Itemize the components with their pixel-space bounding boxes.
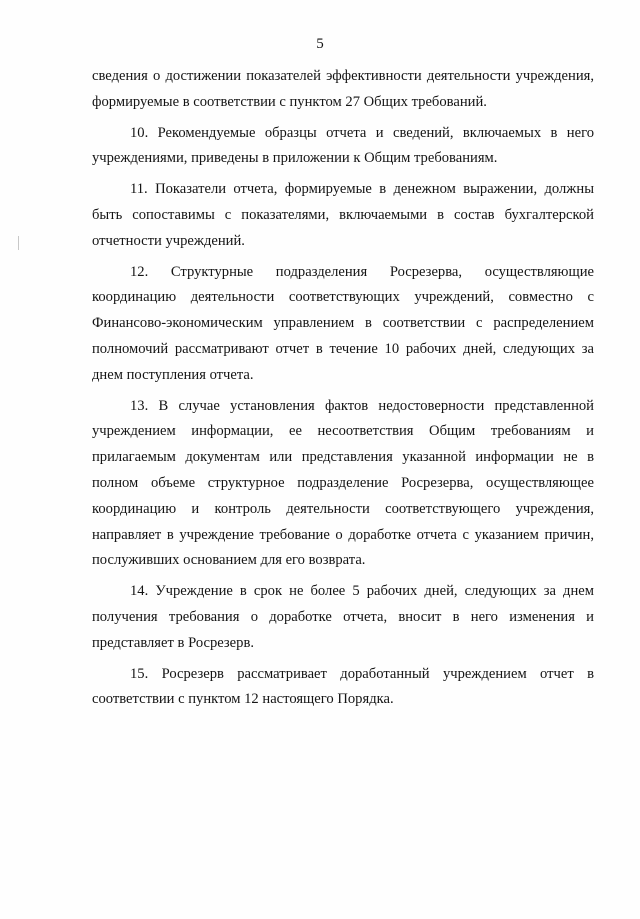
paragraph-13: 13. В случае установления фактов недостоверности представленной учреждением информации, ее несоответствия Общим требованиям и прилагаемым документам или представления указанной информации не в полном объеме структурное подразделение Росрезерва, осуществляющее координацию и контроль деятельности соответствующего учреждения, направляет в учреждение требование о доработке отчета с указанием причин, послуживших основанием для его возврата.	[92, 397, 594, 569]
paragraph-12: 12. Структурные подразделения Росрезерва, осуществляющие координацию деятельности соответствующих учреждений, совместно с Финансово-экономическим управлением в соответствии с распределением полномочий рассматривают отчет в течение 10 рабочих дней, следующих за днем поступления отчета.	[92, 263, 594, 383]
scan-margin-mark	[18, 236, 19, 250]
document-body	[92, 64, 594, 718]
paragraph-15: 15. Росрезерв рассматривает доработанный учреждением отчет в соответствии с пунктом 12 настоящего Порядка.	[92, 665, 594, 708]
page-number: 5	[316, 36, 324, 52]
paragraph-10: 10. Рекомендуемые образцы отчета и сведений, включаемых в него учреждениями, приведены в приложении к Общим требованиям.	[92, 124, 594, 167]
paragraph-11: 11. Показатели отчета, формируемые в денежном выражении, должны быть сопоставимы с показателями, включаемыми в состав бухгалтерской отчетности учреждений.	[92, 181, 594, 249]
paragraph-continuation: сведения о достижении показателей эффективности деятельности учреждения, формируемые в соответствии с пунктом 27 Общих требований.	[92, 68, 594, 110]
paragraph-14: 14. Учреждение в срок не более 5 рабочих дней, следующих за днем получения требования о доработке отчета, вносит в него изменения и представляет в Росрезерв.	[92, 583, 594, 651]
